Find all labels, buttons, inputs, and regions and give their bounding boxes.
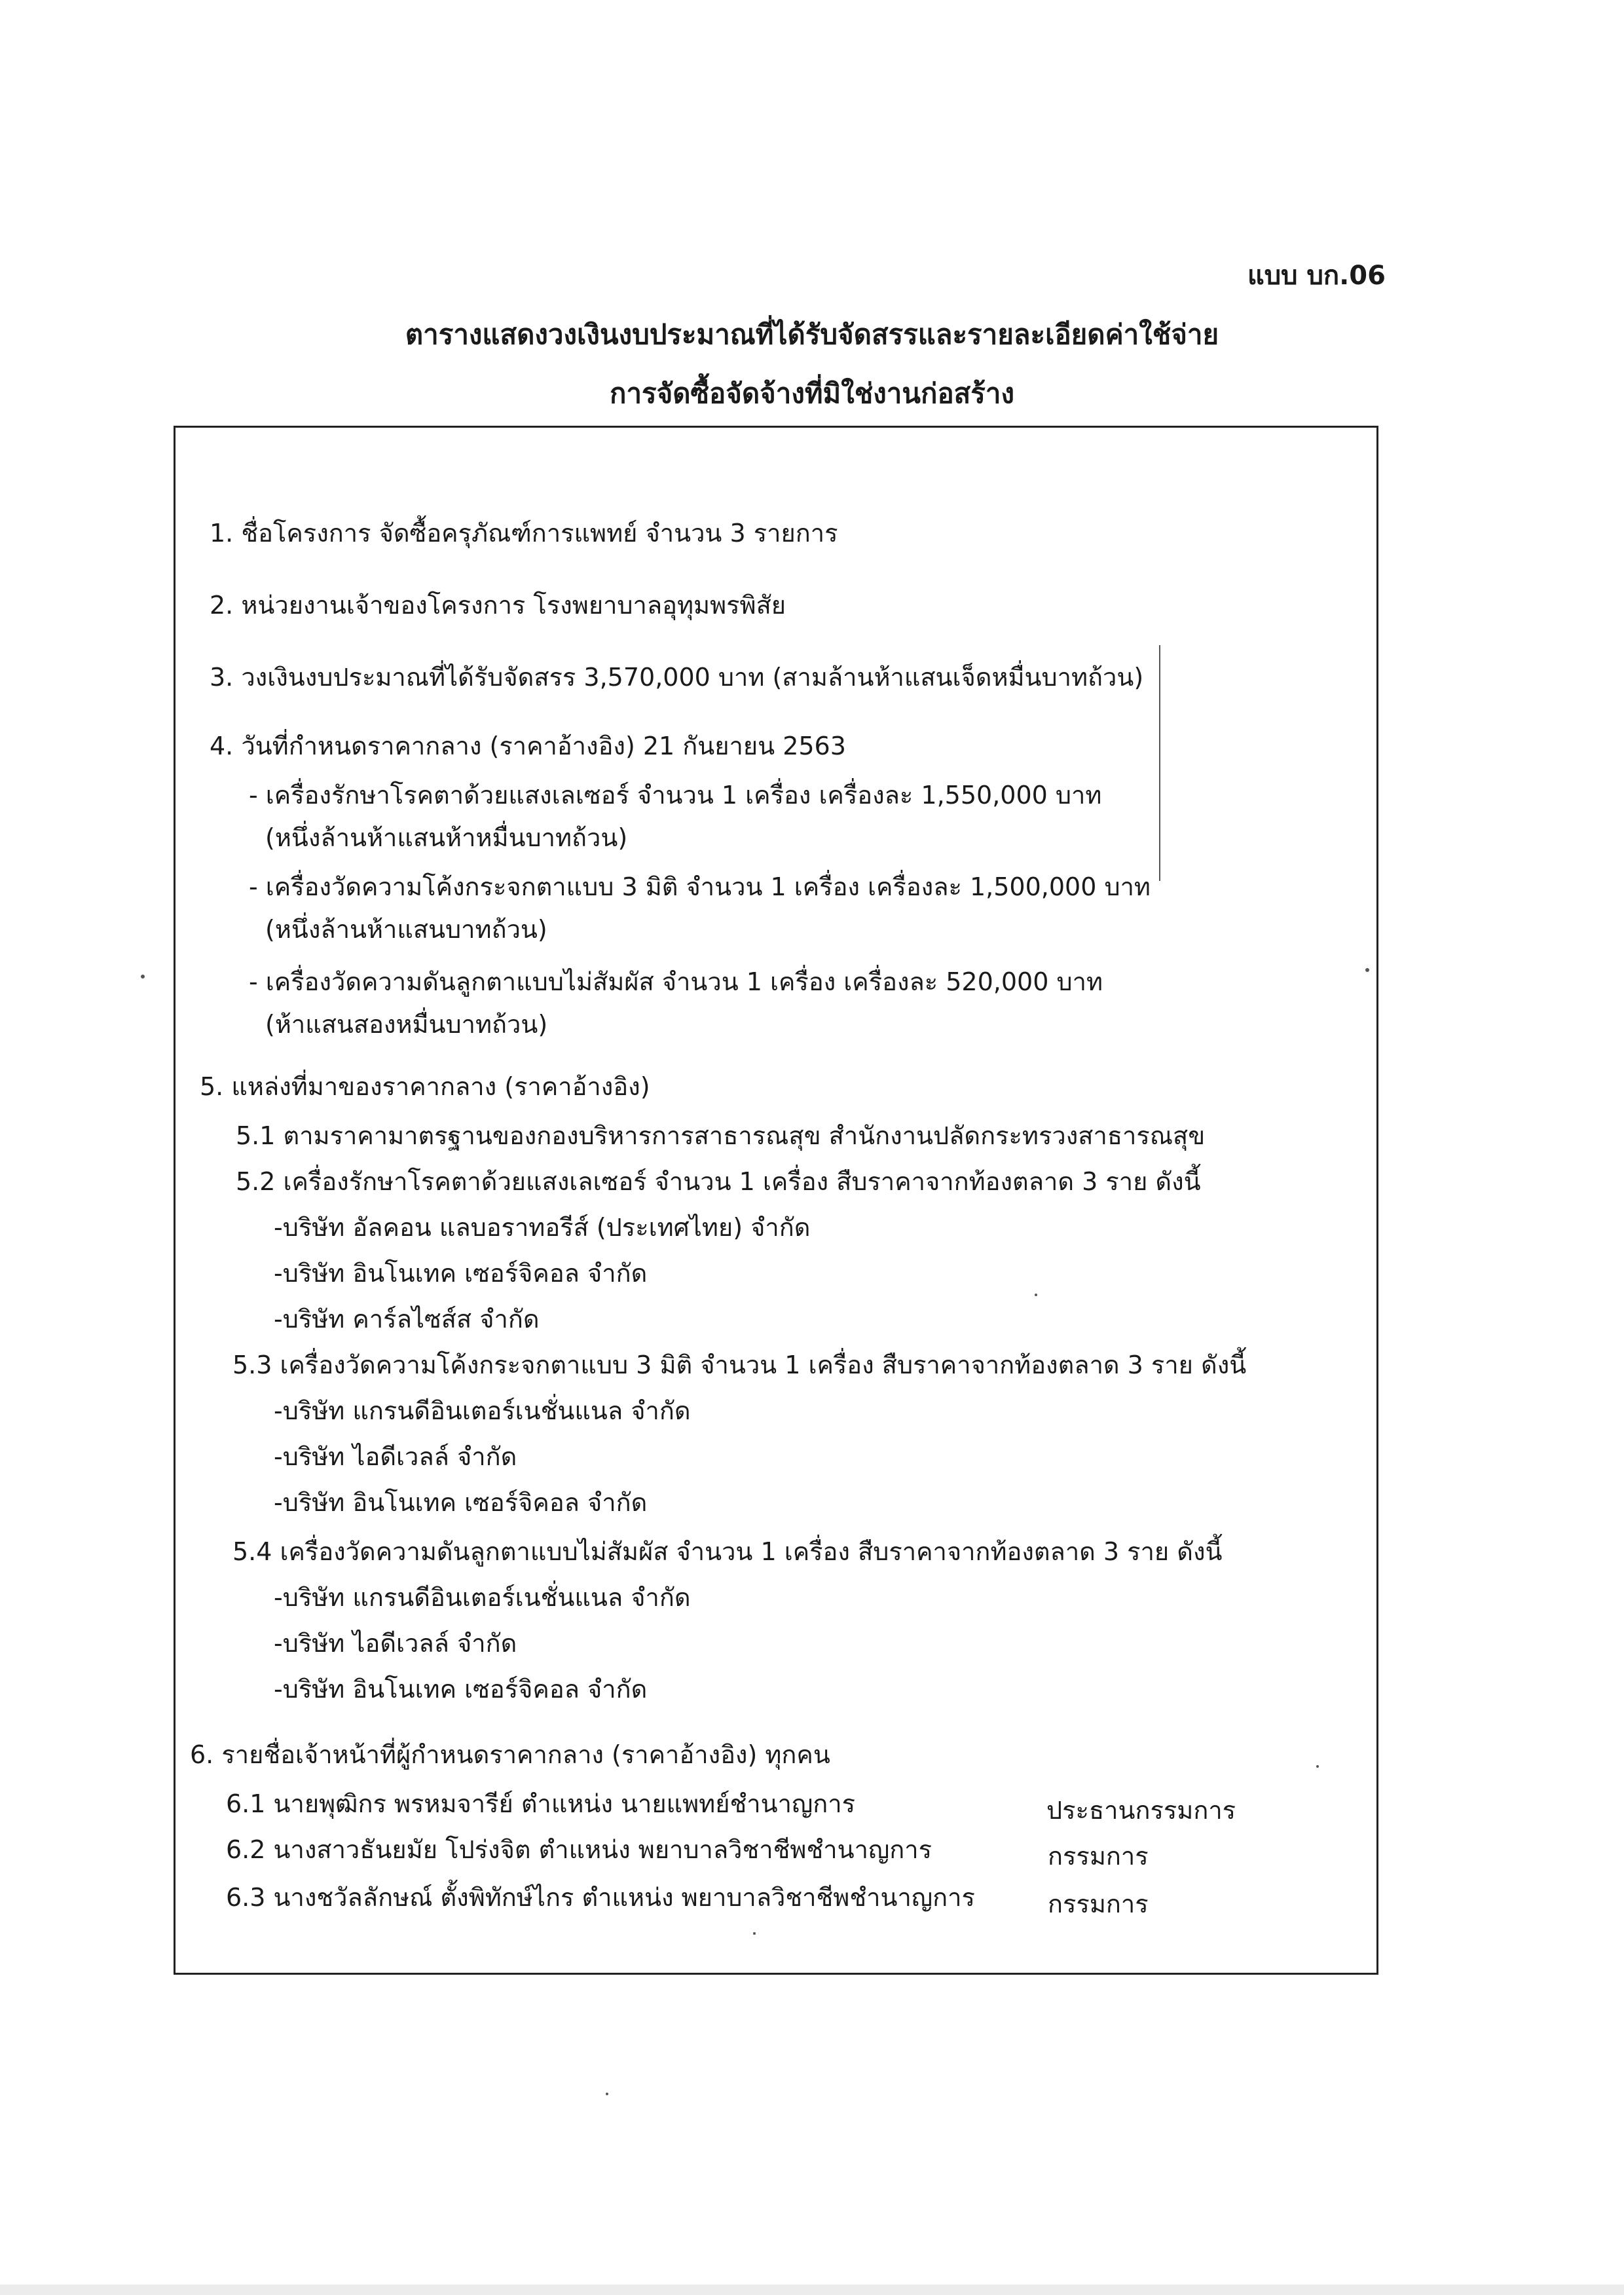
committee-member-3: 6.3 นางชวัลลักษณ์ ตั้งพิทักษ์ไกร ตำแหน่ง พยาบาลวิชาชีพชำนาญการ bbox=[226, 1883, 975, 1912]
price-source-heading: 5. แหล่งที่มาของราคากลาง (ราคาอ้างอิง) bbox=[200, 1072, 650, 1101]
scan-bottom-edge bbox=[0, 2285, 1624, 2295]
company-5-2-3: -บริษัท คาร์ลไซส์ส จำกัด bbox=[274, 1305, 540, 1334]
price-source-5-2: 5.2 เครื่องรักษาโรคตาด้วยแสงเลเซอร์ จำนวน 1 เครื่อง สืบราคาจากท้องตลาด 3 ราย ดังนี้ bbox=[236, 1167, 1201, 1196]
committee-role-2: กรรมการ bbox=[1048, 1842, 1149, 1871]
company-5-4-2: -บริษัท ไอดีเวลล์ จำกัด bbox=[274, 1629, 517, 1658]
document-title-line-1: ตารางแสดงวงเงินงบประมาณที่ได้รับจัดสรรและรายละเอียดค่าใช้จ่าย bbox=[405, 318, 1219, 350]
price-source-5-4: 5.4 เครื่องวัดความดันลูกตาแบบไม่สัมผัส จำนวน 1 เครื่อง สืบราคาจากท้องตลาด 3 ราย ดังนี้ bbox=[232, 1537, 1223, 1566]
price-source-5-3: 5.3 เครื่องวัดความโค้งกระจกตาแบบ 3 มิติ จำนวน 1 เครื่อง สืบราคาจากท้องตลาด 3 ราย ดังนี้ bbox=[232, 1351, 1247, 1379]
company-5-3-2: -บริษัท ไอดีเวลล์ จำกัด bbox=[274, 1442, 517, 1471]
project-owner: 2. หน่วยงานเจ้าของโครงการ โรงพยาบาลอุทุมพรพิสัย bbox=[210, 591, 786, 620]
committee-heading: 6. รายชื่อเจ้าหน้าที่ผู้กำหนดราคากลาง (ราคาอ้างอิง) ทุกคน bbox=[190, 1740, 830, 1769]
scan-speck bbox=[753, 1932, 756, 1935]
item-2-words: (หนึ่งล้านห้าแสนบาทถ้วน) bbox=[265, 915, 547, 944]
scan-speck bbox=[606, 2093, 608, 2095]
item-1-words: (หนึ่งล้านห้าแสนห้าหมื่นบาทถ้วน) bbox=[265, 823, 628, 852]
scan-speck bbox=[141, 975, 145, 979]
committee-role-1: ประธานกรรมการ bbox=[1046, 1796, 1236, 1825]
price-source-5-1: 5.1 ตามราคามาตรฐานของกองบริหารการสาธารณสุข สำนักงานปลัดกระทรวงสาธารณสุข bbox=[236, 1121, 1206, 1150]
scan-speck bbox=[1035, 1294, 1037, 1296]
item-2-line: - เครื่องวัดความโค้งกระจกตาแบบ 3 มิติ จำนวน 1 เครื่อง เครื่องละ 1,500,000 บาท bbox=[249, 872, 1151, 901]
committee-member-1: 6.1 นายพุฒิกร พรหมจารีย์ ตำแหน่ง นายแพทย์ชำนาญการ bbox=[226, 1789, 856, 1818]
reference-price-date: 4. วันที่กำหนดราคากลาง (ราคาอ้างอิง) 21 กันยายน 2563 bbox=[210, 732, 846, 760]
item-3-words: (ห้าแสนสองหมื่นบาทถ้วน) bbox=[265, 1010, 548, 1039]
scan-speck bbox=[1365, 968, 1369, 972]
document-title-line-2: การจัดซื้อจัดจ้างที่มิใช่งานก่อสร้าง bbox=[610, 377, 1014, 409]
budget-amount: 3. วงเงินงบประมาณที่ได้รับจัดสรร 3,570,000 บาท (สามล้านห้าแสนเจ็ดหมื่นบาทถ้วน) bbox=[210, 663, 1144, 692]
project-name: 1. ชื่อโครงการ จัดซื้อครุภัณฑ์การแพทย์ จำนวน 3 รายการ bbox=[210, 519, 838, 548]
company-5-4-3: -บริษัท อินโนเทค เซอร์จิคอล จำกัด bbox=[274, 1675, 648, 1704]
company-5-4-1: -บริษัท แกรนดีอินเตอร์เนชั่นแนล จำกัด bbox=[274, 1583, 691, 1612]
company-5-3-3: -บริษัท อินโนเทค เซอร์จิคอล จำกัด bbox=[274, 1488, 648, 1517]
company-5-2-2: -บริษัท อินโนเทค เซอร์จิคอล จำกัด bbox=[274, 1259, 648, 1288]
item-3-line: - เครื่องวัดความดันลูกตาแบบไม่สัมผัส จำนวน 1 เครื่อง เครื่องละ 520,000 บาท bbox=[249, 967, 1103, 996]
committee-member-2: 6.2 นางสาวธันยมัย โปร่งจิต ตำแหน่ง พยาบาลวิชาชีพชำนาญการ bbox=[226, 1835, 932, 1864]
committee-role-3: กรรมการ bbox=[1048, 1890, 1149, 1918]
item-1-line: - เครื่องรักษาโรคตาด้วยแสงเลเซอร์ จำนวน 1 เครื่อง เครื่องละ 1,550,000 บาท bbox=[249, 781, 1102, 810]
company-5-2-1: -บริษัท อัลคอน แลบอราทอรีส์ (ประเทศไทย) จำกัด bbox=[274, 1213, 811, 1242]
form-code: แบบ บก.06 bbox=[1247, 261, 1386, 291]
scan-speck bbox=[1316, 1765, 1319, 1768]
company-5-3-1: -บริษัท แกรนดีอินเตอร์เนชั่นแนล จำกัด bbox=[274, 1396, 691, 1425]
margin-mark bbox=[1159, 645, 1160, 881]
